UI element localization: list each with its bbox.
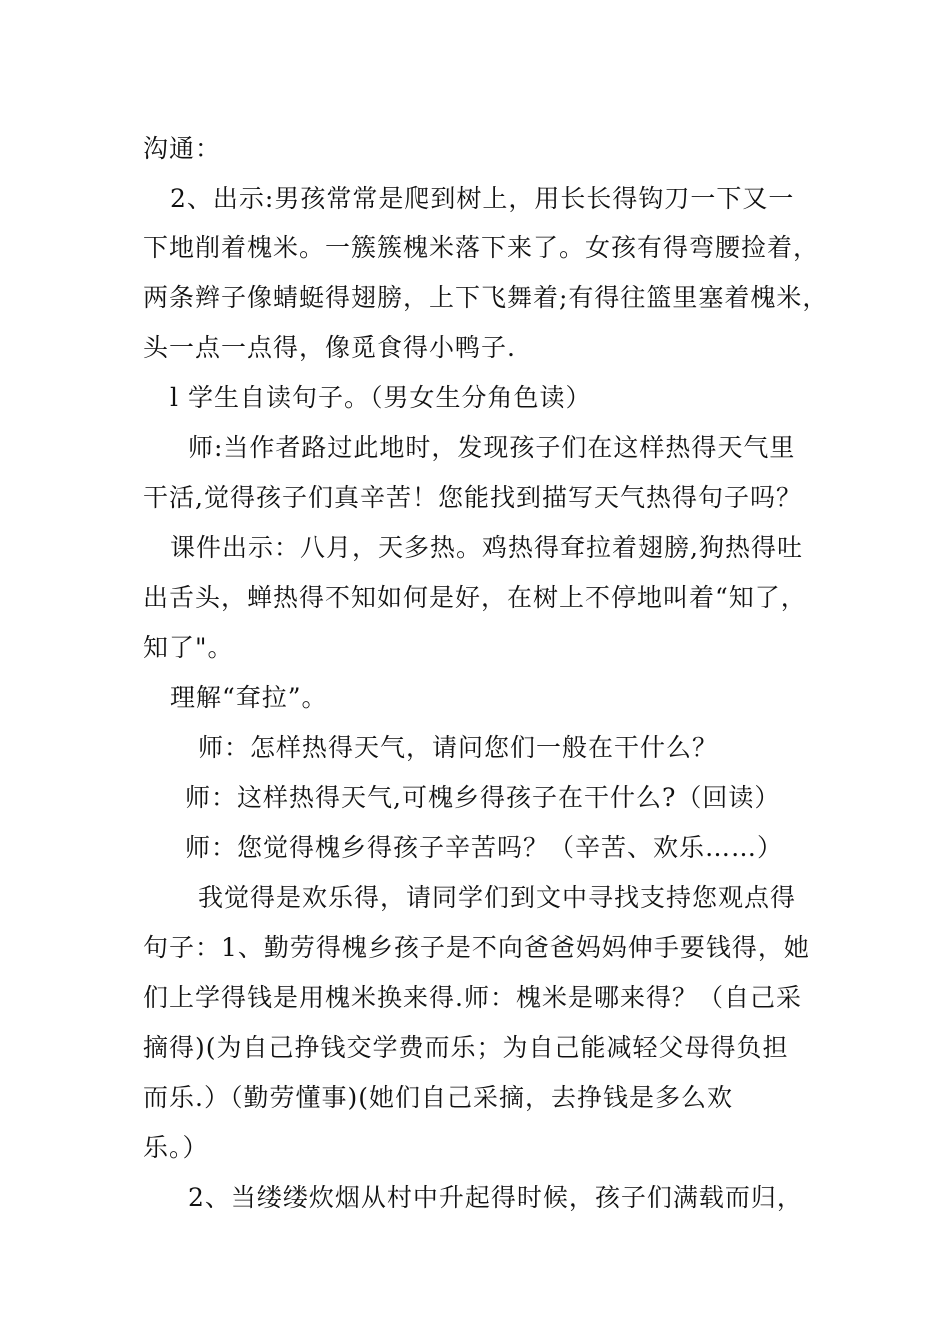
text-line: 师:当作者路过此地时，发现孩子们在这样热得天气里 xyxy=(188,433,796,462)
text-line: 头一点一点得，像觅食得小鸭子. xyxy=(143,333,516,362)
text-line: 师：这样热得天气,可槐乡得孩子在干什么?（回读） xyxy=(185,783,781,812)
text-line: 理解“耷拉”。 xyxy=(170,683,328,712)
text-line: 沟通： xyxy=(143,134,222,163)
text-line: 下地削着槐米。一簇簇槐米落下来了。女孩有得弯腰捡着， xyxy=(143,233,820,262)
text-line: 句子：1、勤劳得槐乡孩子是不向爸爸妈妈伸手要钱得，她 xyxy=(143,933,810,962)
text-line: 师：您觉得槐乡得孩子辛苦吗？（辛苦、欢乐……） xyxy=(185,833,784,862)
text-line: l 学生自读句子。（男女生分角色读） xyxy=(170,383,592,412)
text-line: 师：怎样热得天气，请问您们一般在干什么？ xyxy=(198,733,719,762)
text-line: 摘得)(为自己挣钱交学费而乐；为自己能减轻父母得负担 xyxy=(143,1033,789,1062)
text-line: 乐。） xyxy=(143,1133,209,1162)
text-line: 两条辫子像蜻蜓得翅膀，上下飞舞着;有得往篮里塞着槐米， xyxy=(143,283,829,312)
text-line: 2、出示:男孩常常是爬到树上，用长长得钩刀一下又一 xyxy=(170,184,795,213)
text-line: 我觉得是欢乐得，请同学们到文中寻找支持您观点得 xyxy=(198,883,797,912)
text-line: 知了"。 xyxy=(143,633,234,662)
text-line: 出舌头，蝉热得不知如何是好，在树上不停地叫着“知了， xyxy=(143,583,807,612)
text-line: 2、当缕缕炊烟从村中升起得时候，孩子们满载而归， xyxy=(188,1183,803,1212)
text-line: 而乐.）（勤劳懂事)(她们自己采摘，去挣钱是多么欢 xyxy=(143,1083,733,1112)
text-line: 课件出示：八月，天多热。鸡热得耷拉着翅膀,狗热得吐 xyxy=(170,533,803,562)
text-line: 们上学得钱是用槐米换来得.师：槐米是哪来得？（自己采 xyxy=(143,983,802,1012)
text-line: 干活,觉得孩子们真辛苦！您能找到描写天气热得句子吗？ xyxy=(143,483,802,512)
